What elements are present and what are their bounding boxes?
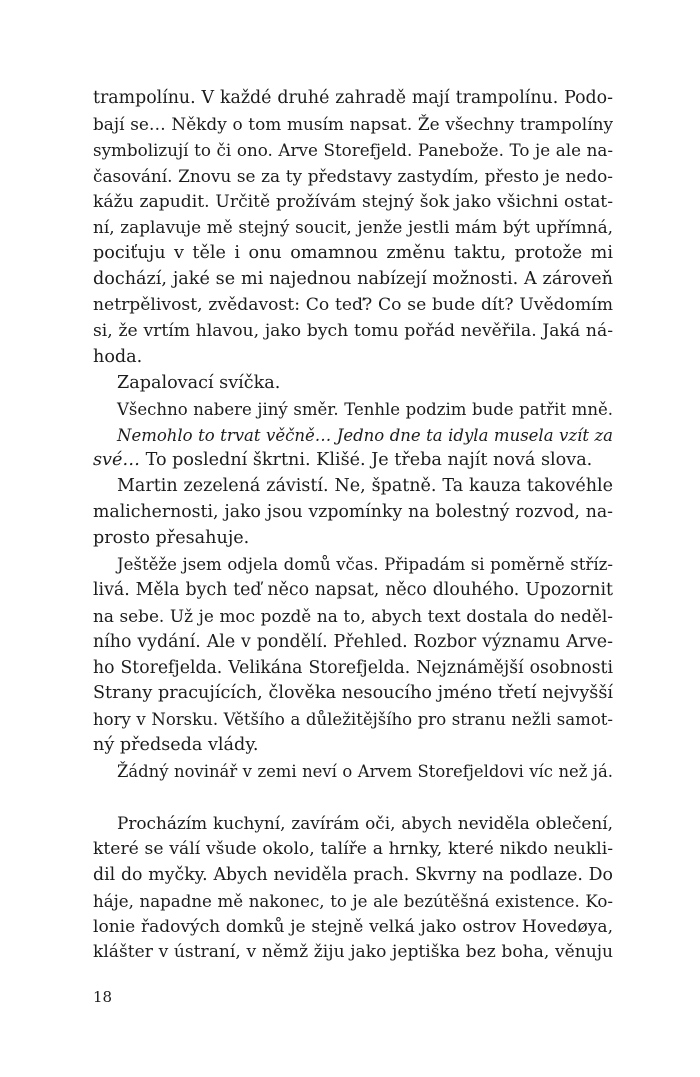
text-line: netrpělivost, zvědavost: Co teď? Co se bude dít? Uvědomím <box>93 295 613 316</box>
text-line: si, že vrtím hlavou, jako bych tomu pořád nevěřila. Jaká ná- <box>93 321 613 342</box>
text-line: na sebe. Už je moc pozdě na to, abych text dostala do neděl- <box>93 605 613 626</box>
text-line: malichernosti, jako jsou vzpomínky na bolestný rozvod, na- <box>93 502 613 523</box>
text-line: livá. Měla bych teď něco napsat, něco dlouhého. Upozornit <box>93 579 613 600</box>
roman-fragment: To poslední škrtni. Klišé. Je třeba najít nová slova. <box>139 450 593 471</box>
text-line: hory v Norsku. Většího a důležitějšího pro stranu nežli samot- <box>93 710 613 730</box>
body-text <box>93 86 613 966</box>
text-line: háje, napadne mě nakonec, to je ale bezútěšná existence. Ko- <box>93 891 613 911</box>
text-line: lonie řadových domků je stejně velká jako ostrov Hovedøya, <box>93 916 613 937</box>
text-line: časování. Znovu se za ty představy zastydím, přesto je nedo- <box>93 165 613 186</box>
text-line: ný předseda vlády. <box>93 735 259 756</box>
text-line: symbolizují to či ono. Arve Storefjeld. Panebože. To je ale na- <box>93 139 613 160</box>
text-line: které se válí všude okolo, talíře a hrnky, které nikdo neukli- <box>93 838 613 859</box>
text-line: kážu zapudit. Určitě prožívám stejný šok jako všichni ostat- <box>93 191 613 212</box>
text-line: ní, zaplavuje mě stejný soucit, jenže jestli mám být upřímná, <box>93 217 613 238</box>
text-line: ho Storefjelda. Velikána Storefjelda. Nejznámější osobnosti <box>93 657 613 678</box>
text-line: Procházím kuchyní, zavírám oči, abych neviděla oblečení, <box>117 812 613 833</box>
text-line: hoda. <box>93 346 143 367</box>
text-line: dil do myčky. Abych neviděla prach. Skvrny na podlaze. Do <box>93 864 613 885</box>
text-line-mixed <box>93 448 613 474</box>
text-line: trampolínu. V každé druhé zahradě mají trampolínu. Podo- <box>93 88 613 108</box>
text-line: dochází, jaké se mi najednou nabízejí možnosti. A zároveň <box>93 269 613 290</box>
text-line: Ještěže jsem odjela domů včas. Připadám si poměrně stříz- <box>117 555 613 575</box>
text-line: klášter v ústraní, v němž žiju jako jeptiška bez boha, věnuju <box>93 942 613 963</box>
text-line: Zapalovací svíčka. <box>117 372 281 393</box>
text-line: bají se… Někdy o tom musím napsat. Že všechny trampolíny <box>93 113 613 134</box>
italic-fragment: své… <box>93 450 140 471</box>
text-line: Strany pracujících, člověka nesoucího jméno třetí nejvyšší <box>93 683 613 704</box>
text-line-italic: Nemohlo to trvat věčně… Jedno dne ta idyla musela vzít za <box>117 425 613 445</box>
page-number: 18 <box>93 988 113 1006</box>
text-line: prosto přesahuje. <box>93 528 250 549</box>
text-line: pociťuju v těle i onu omamnou změnu taktu, protože mi <box>93 243 613 264</box>
text-line: Všechno nabere jiný směr. Tenhle podzim bude patřit mně. <box>117 399 613 419</box>
text-line: ního vydání. Ale v pondělí. Přehled. Rozbor významu Arve- <box>93 631 613 652</box>
text-line: Martin zezelená závistí. Ne, špatně. Ta kauza takovéhle <box>117 476 613 497</box>
text-line: Žádný novinář v zemi neví o Arvem Storefjeldovi víc než já. <box>117 762 613 782</box>
